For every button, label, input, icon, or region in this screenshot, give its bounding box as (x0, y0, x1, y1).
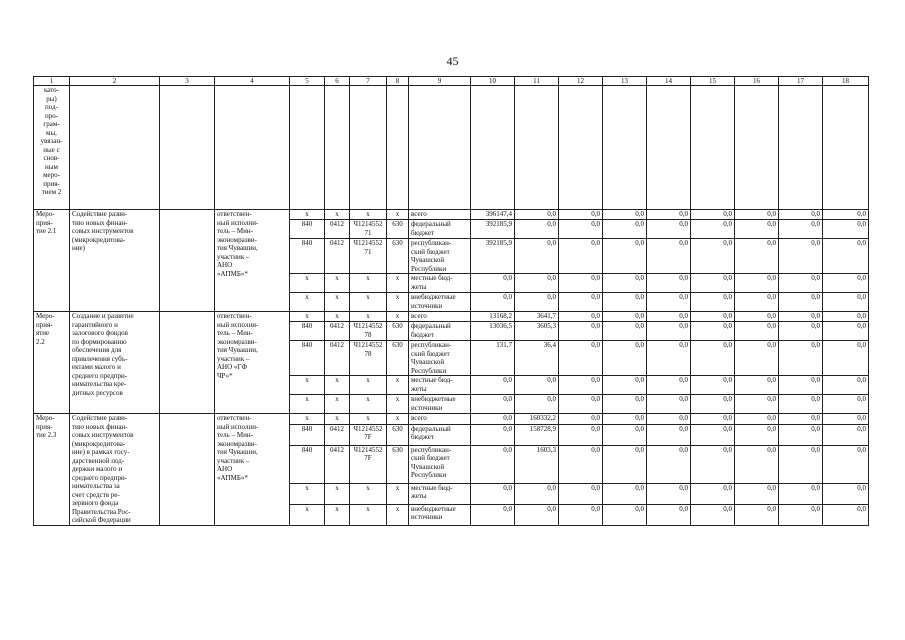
gr-code-cell: x (290, 210, 325, 220)
year-value-cell: 0,0 (471, 483, 515, 504)
section-code-cell: x (325, 293, 350, 312)
column-header: 15 (691, 77, 735, 86)
expense-type-cell: x (387, 395, 409, 414)
year-value-cell: 0,0 (735, 424, 779, 445)
gr-code-cell: x (290, 274, 325, 293)
year-value-cell: 0,0 (559, 414, 603, 425)
year-value-cell: 0,0 (515, 239, 559, 274)
year-value-cell: 0,0 (823, 424, 869, 445)
executor-cell: ответствен- ный исполни- тель – Мин- экономразви- тия Чувашии, участник – АНО «АПМБ»* (215, 210, 290, 312)
executor-cell: ответствен- ный исполни- тель – Мин- экономразви- тия Чувашии, участник – АНО «ГФ ЧР»* (215, 312, 290, 414)
expense-type-cell: 630 (387, 239, 409, 274)
year-value-cell: 0,0 (559, 322, 603, 341)
target-article-cell: x (350, 414, 387, 425)
year-value-cell: 0,0 (779, 376, 823, 395)
year-value-cell: 0,0 (735, 395, 779, 414)
year-value-cell: 36,4 (515, 341, 559, 376)
year-value-cell: 0,0 (559, 341, 603, 376)
target-article-cell: x (350, 210, 387, 220)
year-value-cell: 0,0 (735, 293, 779, 312)
year-value-cell: 0,0 (779, 483, 823, 504)
year-value-cell: 0,0 (779, 220, 823, 239)
column-header: 14 (647, 77, 691, 86)
year-value-cell: 0,0 (603, 293, 647, 312)
activity-name: Содействие разви- тию новых финан- совых инструментов (микрокредитова- ние) в рамках госу- дарственной под- держки малого и среднего предпри- нимательства за счет средств ре- зервного фонда Правительства Рос- сийской Федерации (70, 414, 160, 526)
year-value-cell: 0,0 (735, 341, 779, 376)
year-value-cell: 0,0 (779, 424, 823, 445)
funding-source-cell: республикан- ский бюджет Чувашской Республики (409, 341, 471, 376)
year-value-cell: 0,0 (515, 395, 559, 414)
year-value-cell: 0,0 (823, 414, 869, 425)
activity-label: Меро- прия- тие 2.1 (34, 210, 70, 312)
expense-type-cell: x (387, 504, 409, 525)
year-value-cell: 0,0 (735, 483, 779, 504)
column-header: 4 (215, 77, 290, 86)
year-value-cell: 0,0 (735, 445, 779, 483)
year-value-cell: 0,0 (471, 424, 515, 445)
year-value-cell: 0,0 (823, 395, 869, 414)
gr-code-cell: x (290, 376, 325, 395)
year-value-cell: 0,0 (603, 424, 647, 445)
table-row (34, 414, 869, 425)
year-value-cell: 0,0 (691, 395, 735, 414)
year-value-cell: 0,0 (691, 239, 735, 274)
section-code-cell: x (325, 504, 350, 525)
year-value-cell: 0,0 (823, 312, 869, 322)
year-value-cell: 0,0 (647, 210, 691, 220)
activity-name: Содействие разви- тию новых финан- совых инструментов (микрокредитова- ние) (70, 210, 160, 312)
expense-type-cell: 630 (387, 424, 409, 445)
activity-label: Меро- прия- ятие 2.2 (34, 312, 70, 414)
year-value-cell: 0,0 (603, 483, 647, 504)
section-code-cell: 0412 (325, 341, 350, 376)
year-value-cell: 0,0 (647, 220, 691, 239)
year-value-cell: 0,0 (779, 504, 823, 525)
target-article-cell: x (350, 483, 387, 504)
year-value-cell: 392185,9 (471, 239, 515, 274)
year-value-cell: 0,0 (515, 376, 559, 395)
year-value-cell: 0,0 (471, 395, 515, 414)
year-value-cell: 0,0 (691, 483, 735, 504)
expense-type-cell: 630 (387, 220, 409, 239)
target-article-cell: x (350, 312, 387, 322)
continuation-row (34, 86, 869, 210)
year-value-cell: 0,0 (779, 239, 823, 274)
table-row (34, 312, 869, 322)
year-value-cell: 0,0 (559, 445, 603, 483)
column-header: 7 (350, 77, 387, 86)
expense-type-cell: x (387, 293, 409, 312)
year-value-cell: 0,0 (779, 341, 823, 376)
year-value-cell: 1603,3 (515, 445, 559, 483)
year-value-cell: 0,0 (779, 274, 823, 293)
column-header: 1 (34, 77, 70, 86)
target-article-cell: x (350, 293, 387, 312)
year-value-cell: 0,0 (647, 312, 691, 322)
target-article-cell: Ч1214552 7F (350, 424, 387, 445)
year-value-cell: 3605,3 (515, 322, 559, 341)
year-value-cell: 0,0 (823, 445, 869, 483)
year-value-cell: 0,0 (823, 210, 869, 220)
year-value-cell: 0,0 (559, 210, 603, 220)
year-value-cell: 0,0 (647, 504, 691, 525)
column-header: 3 (160, 77, 215, 86)
year-value-cell: 0,0 (559, 274, 603, 293)
target-article-cell: Ч1214552 7F (350, 445, 387, 483)
year-value-cell: 0,0 (603, 341, 647, 376)
gr-code-cell: x (290, 293, 325, 312)
year-value-cell: 0,0 (647, 239, 691, 274)
table-row (34, 210, 869, 220)
section-code-cell: 0412 (325, 239, 350, 274)
column-header: 5 (290, 77, 325, 86)
year-value-cell: 0,0 (515, 220, 559, 239)
year-value-cell: 0,0 (647, 395, 691, 414)
year-value-cell: 0,0 (471, 504, 515, 525)
empty-cell (160, 414, 215, 526)
year-value-cell: 0,0 (691, 312, 735, 322)
year-value-cell: 0,0 (647, 445, 691, 483)
target-article-cell: Ч1214552 71 (350, 239, 387, 274)
year-value-cell: 0,0 (735, 210, 779, 220)
year-value-cell: 0,0 (471, 414, 515, 425)
year-value-cell: 13036,5 (471, 322, 515, 341)
section-code-cell: 0412 (325, 322, 350, 341)
year-value-cell: 0,0 (647, 414, 691, 425)
funding-source-cell: местные бюд- жеты (409, 483, 471, 504)
section-code-cell: x (325, 483, 350, 504)
section-code-cell: 0412 (325, 424, 350, 445)
year-value-cell: 0,0 (603, 220, 647, 239)
gr-code-cell: 840 (290, 445, 325, 483)
year-value-cell: 0,0 (735, 312, 779, 322)
section-code-cell: x (325, 395, 350, 414)
year-value-cell: 0,0 (515, 483, 559, 504)
expense-type-cell: x (387, 210, 409, 220)
year-value-cell: 0,0 (603, 322, 647, 341)
empty-cell (160, 312, 215, 414)
gr-code-cell: x (290, 395, 325, 414)
gr-code-cell: x (290, 504, 325, 525)
year-value-cell: 0,0 (647, 424, 691, 445)
gr-code-cell: 840 (290, 322, 325, 341)
year-value-cell: 0,0 (779, 293, 823, 312)
funding-source-cell: всего (409, 312, 471, 322)
column-header: 13 (603, 77, 647, 86)
target-article-cell: Ч1214552 78 (350, 322, 387, 341)
year-value-cell: 0,0 (471, 376, 515, 395)
section-code-cell: x (325, 312, 350, 322)
year-value-cell: 0,0 (647, 322, 691, 341)
funding-source-cell: федеральный бюджет (409, 220, 471, 239)
year-value-cell: 0,0 (735, 414, 779, 425)
activity-label: Меро- прия- тие 2.3 (34, 414, 70, 526)
year-value-cell: 0,0 (559, 483, 603, 504)
year-value-cell: 0,0 (603, 376, 647, 395)
activity-name: Создание и развитие гарантийного и залогового фондов по формированию обеспечения для привлечения субъ- ектами малого и среднего предпри- нимательства кре- дитных ресурсов (70, 312, 160, 414)
year-value-cell: 0,0 (647, 341, 691, 376)
year-value-cell: 0,0 (691, 414, 735, 425)
section-code-cell: 0412 (325, 220, 350, 239)
funding-source-cell: федеральный бюджет (409, 424, 471, 445)
year-value-cell: 0,0 (691, 293, 735, 312)
year-value-cell: 0,0 (647, 376, 691, 395)
year-value-cell: 0,0 (691, 341, 735, 376)
funding-source-cell: всего (409, 210, 471, 220)
year-value-cell: 0,0 (603, 239, 647, 274)
column-header: 17 (779, 77, 823, 86)
year-value-cell: 0,0 (559, 376, 603, 395)
funding-source-cell: федеральный бюджет (409, 322, 471, 341)
gr-code-cell: x (290, 414, 325, 425)
year-value-cell: 0,0 (603, 312, 647, 322)
year-value-cell: 0,0 (691, 424, 735, 445)
year-value-cell: 0,0 (735, 274, 779, 293)
funding-source-cell: внебюджетные источники (409, 293, 471, 312)
year-value-cell: 0,0 (515, 210, 559, 220)
gr-code-cell: 840 (290, 424, 325, 445)
section-code-cell: x (325, 414, 350, 425)
year-value-cell: 0,0 (691, 220, 735, 239)
year-value-cell: 0,0 (779, 312, 823, 322)
expense-type-cell: x (387, 414, 409, 425)
year-value-cell: 0,0 (603, 504, 647, 525)
year-value-cell: 0,0 (559, 220, 603, 239)
year-value-cell: 0,0 (823, 322, 869, 341)
year-value-cell: 0,0 (603, 445, 647, 483)
year-value-cell: 0,0 (515, 274, 559, 293)
year-value-cell: 0,0 (603, 274, 647, 293)
funding-source-cell: внебюджетные источники (409, 504, 471, 525)
year-value-cell: 0,0 (779, 322, 823, 341)
year-value-cell: 0,0 (471, 445, 515, 483)
page-number: 45 (446, 54, 459, 68)
continuation-label: като- ры) под- про- грам- мы, увязан- ные с снов- ным меро- прия- тием 2 (34, 86, 70, 210)
year-value-cell: 0,0 (471, 274, 515, 293)
column-header: 2 (70, 77, 160, 86)
expense-type-cell: x (387, 483, 409, 504)
section-code-cell: x (325, 376, 350, 395)
year-value-cell: 0,0 (735, 239, 779, 274)
column-header: 10 (471, 77, 515, 86)
target-article-cell: Ч1214552 71 (350, 220, 387, 239)
year-value-cell: 0,0 (779, 414, 823, 425)
year-value-cell: 3641,7 (515, 312, 559, 322)
year-value-cell: 0,0 (779, 395, 823, 414)
year-value-cell: 0,0 (647, 483, 691, 504)
year-value-cell: 0,0 (559, 424, 603, 445)
column-number-row (34, 77, 869, 86)
gr-code-cell: 840 (290, 220, 325, 239)
year-value-cell: 0,0 (823, 341, 869, 376)
budget-table (33, 76, 869, 526)
year-value-cell: 131,7 (471, 341, 515, 376)
year-value-cell: 13168,2 (471, 312, 515, 322)
section-code-cell: x (325, 210, 350, 220)
year-value-cell: 0,0 (691, 445, 735, 483)
year-value-cell: 0,0 (691, 376, 735, 395)
column-header: 16 (735, 77, 779, 86)
target-article-cell: Ч1214552 78 (350, 341, 387, 376)
year-value-cell: 0,0 (823, 293, 869, 312)
target-article-cell: x (350, 504, 387, 525)
section-code-cell: x (325, 274, 350, 293)
year-value-cell: 0,0 (779, 210, 823, 220)
year-value-cell: 0,0 (735, 376, 779, 395)
funding-source-cell: республикан- ский бюджет Чувашской Республики (409, 445, 471, 483)
year-value-cell: 0,0 (647, 293, 691, 312)
year-value-cell: 0,0 (559, 504, 603, 525)
year-value-cell: 0,0 (559, 312, 603, 322)
year-value-cell: 0,0 (691, 274, 735, 293)
year-value-cell: 0,0 (691, 322, 735, 341)
funding-source-cell: республикан- ский бюджет Чувашской Республики (409, 239, 471, 274)
year-value-cell: 0,0 (647, 274, 691, 293)
expense-type-cell: 630 (387, 341, 409, 376)
year-value-cell: 0,0 (603, 395, 647, 414)
year-value-cell: 0,0 (823, 504, 869, 525)
gr-code-cell: x (290, 483, 325, 504)
year-value-cell: 0,0 (823, 483, 869, 504)
year-value-cell: 0,0 (823, 220, 869, 239)
column-header: 11 (515, 77, 559, 86)
year-value-cell: 0,0 (515, 504, 559, 525)
gr-code-cell: x (290, 312, 325, 322)
year-value-cell: 0,0 (823, 239, 869, 274)
year-value-cell: 0,0 (735, 220, 779, 239)
expense-type-cell: 630 (387, 322, 409, 341)
gr-code-cell: 840 (290, 341, 325, 376)
year-value-cell: 0,0 (735, 504, 779, 525)
year-value-cell: 392185,9 (471, 220, 515, 239)
year-value-cell: 0,0 (559, 293, 603, 312)
target-article-cell: x (350, 395, 387, 414)
expense-type-cell: 630 (387, 445, 409, 483)
year-value-cell: 0,0 (471, 293, 515, 312)
section-code-cell: 0412 (325, 445, 350, 483)
year-value-cell: 0,0 (559, 395, 603, 414)
executor-cell: ответствен- ный исполни- тель – Мин- экономразви- тия Чувашии, участник – АНО «АПМБ»* (215, 414, 290, 526)
expense-type-cell: x (387, 312, 409, 322)
column-header: 9 (409, 77, 471, 86)
year-value-cell: 0,0 (559, 239, 603, 274)
year-value-cell: 0,0 (603, 414, 647, 425)
year-value-cell: 0,0 (779, 445, 823, 483)
target-article-cell: x (350, 376, 387, 395)
column-header: 12 (559, 77, 603, 86)
column-header: 18 (823, 77, 869, 86)
funding-source-cell: всего (409, 414, 471, 425)
funding-source-cell: местные бюд- жеты (409, 376, 471, 395)
year-value-cell: 0,0 (603, 210, 647, 220)
year-value-cell: 0,0 (823, 376, 869, 395)
year-value-cell: 158728,9 (515, 424, 559, 445)
column-header: 6 (325, 77, 350, 86)
column-header: 8 (387, 77, 409, 86)
year-value-cell: 396147,4 (471, 210, 515, 220)
funding-source-cell: местные бюд- жеты (409, 274, 471, 293)
year-value-cell: 0,0 (691, 504, 735, 525)
expense-type-cell: x (387, 376, 409, 395)
year-value-cell: 0,0 (735, 322, 779, 341)
year-value-cell: 0,0 (515, 293, 559, 312)
funding-source-cell: внебюджетные источники (409, 395, 471, 414)
empty-cell (160, 210, 215, 312)
expense-type-cell: x (387, 274, 409, 293)
gr-code-cell: 840 (290, 239, 325, 274)
year-value-cell: 0,0 (823, 274, 869, 293)
target-article-cell: x (350, 274, 387, 293)
year-value-cell: 160332,2 (515, 414, 559, 425)
year-value-cell: 0,0 (691, 210, 735, 220)
